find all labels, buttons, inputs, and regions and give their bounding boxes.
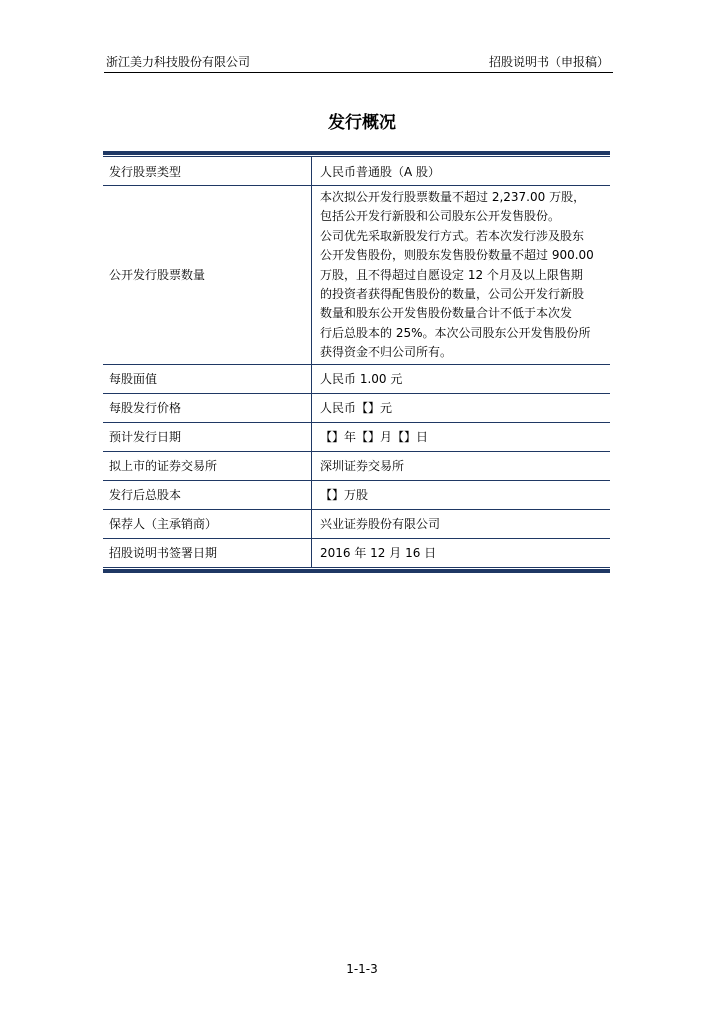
header-document-type: 招股说明书（申报稿） <box>488 55 609 69</box>
row-label: 发行股票类型 <box>103 157 312 186</box>
table-row-total-shares <box>103 480 610 509</box>
row-label: 拟上市的证券交易所 <box>103 451 312 480</box>
overview-table <box>103 157 610 567</box>
row-value: 2016 年 12 月 16 日 <box>320 546 437 561</box>
value-line: 数量和股东公开发售股份数量合计不低于本次发 <box>320 306 573 321</box>
row-value: 人民币 1.00 元 <box>312 364 611 393</box>
value-line: 公开发售股份，则股东发售股份数量不超过 900.00 <box>320 248 594 263</box>
row-value: 人民币普通股（A 股） <box>312 157 611 186</box>
page-title: 发行概况 <box>328 113 396 133</box>
value-line: 包括公开发行新股和公司股东公开发售股份。 <box>320 209 561 224</box>
row-label: 每股面值 <box>103 364 312 393</box>
table-bottom-thin-rule <box>103 567 610 568</box>
row-value: 【】年【】月【】日 <box>312 422 611 451</box>
page-header <box>104 50 613 73</box>
row-value: 兴业证券股份有限公司 <box>312 509 611 538</box>
row-label: 公开发行股票数量 <box>103 186 312 365</box>
table-row-signing-date <box>103 538 610 567</box>
value-line: 行后总股本的 25%。本次公司股东公开发售股份所 <box>320 325 591 340</box>
table-row-stock-exchange <box>103 451 610 480</box>
value-line: 本次拟公开发行股票数量不超过 2,237.00 万股， <box>320 190 586 204</box>
header-company-name: 浙江美力科技股份有限公司 <box>106 55 251 69</box>
table-row-issue-price <box>103 393 610 422</box>
row-value: 【】万股 <box>312 480 611 509</box>
row-label: 发行后总股本 <box>103 480 312 509</box>
table-row-par-value <box>103 364 610 393</box>
row-value: 深圳证券交易所 <box>312 451 611 480</box>
row-value-multiline <box>312 186 611 365</box>
row-label: 招股说明书签署日期 <box>103 538 312 567</box>
table-bottom-rule <box>103 569 610 573</box>
value-line: 万股，且不得超过自愿设定 12 个月及以上限售期 <box>320 267 583 282</box>
row-value: 人民币【】元 <box>312 393 611 422</box>
table-row-stock-type <box>103 157 610 186</box>
value-line: 的投资者获得配售股份的数量，公司公开发行新股 <box>320 287 585 302</box>
table-row-issue-date <box>103 422 610 451</box>
table-row-share-quantity <box>103 186 610 365</box>
value-line: 公司优先采取新股发行方式。若本次发行涉及股东 <box>320 228 585 243</box>
table-top-rule <box>103 151 610 155</box>
value-line: 获得资金不归公司所有。 <box>320 345 453 360</box>
row-label: 预计发行日期 <box>103 422 312 451</box>
table-row-sponsor <box>103 509 610 538</box>
offering-overview-table <box>103 151 610 573</box>
row-label: 每股发行价格 <box>103 393 312 422</box>
row-label: 保荐人（主承销商） <box>103 509 312 538</box>
page-number: 1-1-3 <box>346 962 378 976</box>
